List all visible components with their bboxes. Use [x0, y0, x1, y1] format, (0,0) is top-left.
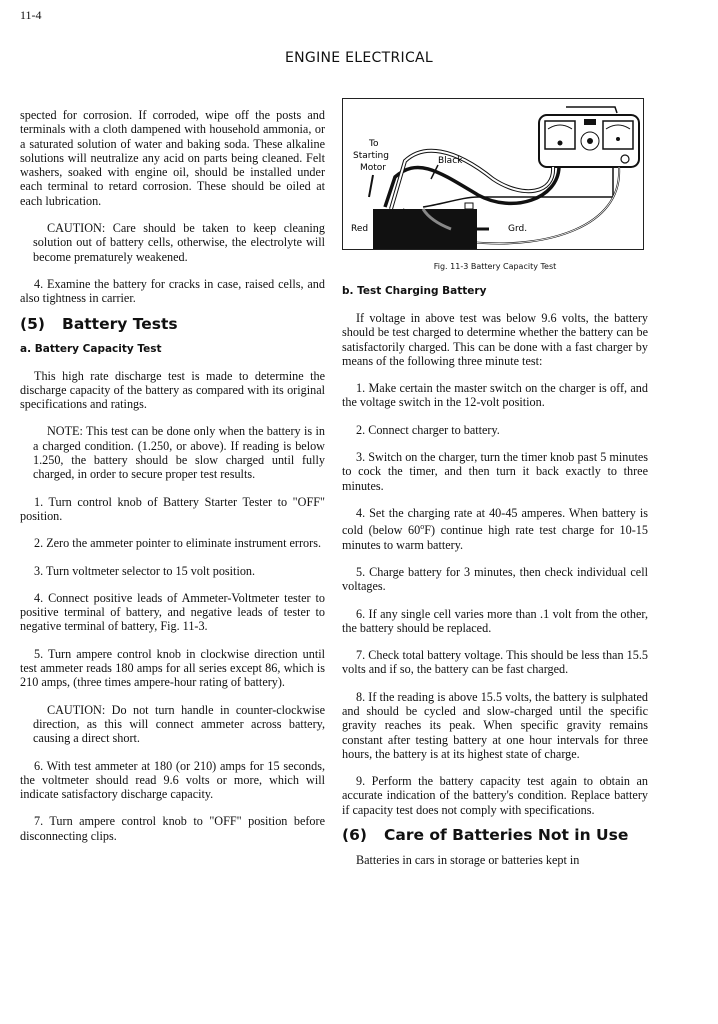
capacity-step-2: 2. Zero the ammeter pointer to eliminate instrument errors. [34, 536, 321, 551]
caution-counterclockwise: CAUTION: Do not turn handle in counter-clockwise direction, as this will connect ammeter across battery, causing a direct short. [33, 702, 325, 746]
charging-step-5: 5. Charge battery for 3 minutes, then check individual cell voltages. [342, 564, 648, 594]
section-heading-care-of-batteries: (6) Care of Batteries Not in Use [342, 826, 629, 845]
paragraph-corrosion: spected for corrosion. If corroded, wipe off the posts and terminals with a cloth dampened with household ammonia, or a saturated solution of water and baking soda. These alkaline solutions will neutralize any acid on parts being cleaned. Felt washers, soaked with engine oil, should be installed under each terminal to retard corrosion. These should be oiled at each lubrication. [20, 108, 325, 208]
page-number: 11-4 [20, 8, 42, 22]
capacity-step-3: 3. Turn voltmeter selector to 15 volt position. [34, 563, 256, 578]
svg-text:Grd.: Grd. [508, 224, 528, 234]
charging-step-6: 6. If any single cell varies more than .1 volt from the other, the battery should be replaced. [342, 606, 648, 635]
caution-cleaning: CAUTION: Care should be taken to keep cleaning solution out of battery cells, otherwise, the electrolyte will become prematurely weakened. [33, 221, 325, 264]
paragraph-charging-intro: If voltage in above test was below 9.6 volts, the battery should be test charged to determine whether the battery can be satisfactorily charged. This can be done with a fast charger by means of the following three minute test: [342, 311, 648, 368]
charging-step-2: 2. Connect charger to battery. [356, 422, 500, 437]
svg-text:Motor: Motor [360, 163, 387, 173]
capacity-step-1: 1. Turn control knob of Battery Starter Tester to "OFF" position. [20, 494, 325, 523]
capacity-step-4: 4. Connect positive leads of Ammeter-Voltmeter tester to positive terminal of battery, and negative leads of tester to negative terminal of battery, Fig. 11-3. [20, 590, 325, 634]
note-charged-condition: NOTE: This test can be done only when the battery is in a charged condition. (1.250, or above). If reading is below 1.250, the battery should be slow charged until fully charged, in order to secure proper test results. [33, 424, 325, 482]
charging-step-3: 3. Switch on the charger, turn the timer knob past 5 minutes to cock the timer, and then turn it back exactly to three minutes. [342, 450, 648, 493]
page-header: ENGINE ELECTRICAL [285, 50, 433, 66]
step-examine-battery: 4. Examine the battery for cracks in case, raised cells, and also tightness in carrier. [20, 276, 325, 306]
subsection-heading-capacity-test: a. Battery Capacity Test [20, 342, 162, 355]
charging-step-8: 8. If the reading is above 15.5 volts, the battery is sulphated and should be cycled and slow-charged until the specific gravity reaches its peak. When specific gravity remains constant after testing battery at one hour intervals for three hours, the battery is at its highest state of charge. [342, 689, 648, 761]
charging-step-1: 1. Make certain the master switch on the charger is off, and the voltage switch in the 12-volt position. [342, 381, 648, 410]
charging-step-4: 4. Set the charging rate at 40-45 amperes. When battery is cold (below 60$^o$F) continue high rate test charge for 10-15 minutes to warm battery. [342, 505, 648, 552]
figure-caption: Fig. 11-3 Battery Capacity Test [433, 262, 557, 271]
charging-step-7: 7. Check total battery voltage. This should be less than 15.5 volts and if so, the battery can be fast charged. [342, 648, 648, 677]
battery-tester-diagram-icon [343, 99, 643, 249]
paragraph-storage: Batteries in cars in storage or batteries kept in [356, 853, 580, 868]
figure-battery-capacity-test [342, 98, 644, 250]
svg-text:Red: Red [351, 224, 369, 234]
svg-text:To: To [369, 139, 379, 149]
section-heading-battery-tests: (5) Battery Tests [20, 314, 178, 333]
capacity-step-7: 7. Turn ampere control knob to "OFF" position before disconnecting clips. [20, 814, 325, 843]
svg-text:Black: Black [438, 156, 463, 166]
left-column [20, 108, 325, 843]
subsection-heading-test-charging: b. Test Charging Battery [342, 285, 487, 297]
capacity-step-5: 5. Turn ampere control knob in clockwise direction until test ammeter reads 180 amps for all series except 86, which is 210 amps, (three times ampere-hour rating of battery). [20, 646, 325, 690]
svg-text:Starting: Starting [353, 151, 389, 161]
capacity-step-6: 6. With test ammeter at 180 (or 210) amps for 15 seconds, the voltmeter should read 9.6 volts or more, which will indicate satisfactory discharge capacity. [20, 758, 325, 802]
charging-step-9: 9. Perform the battery capacity test again to obtain an accurate indication of the battery's condition. Replace battery if capacity test does not comply with specifications. [342, 774, 648, 817]
paragraph-capacity-intro: This high rate discharge test is made to determine the discharge capacity of the battery as compared with its original specifications and ratings. [20, 368, 325, 412]
right-column [342, 108, 648, 867]
